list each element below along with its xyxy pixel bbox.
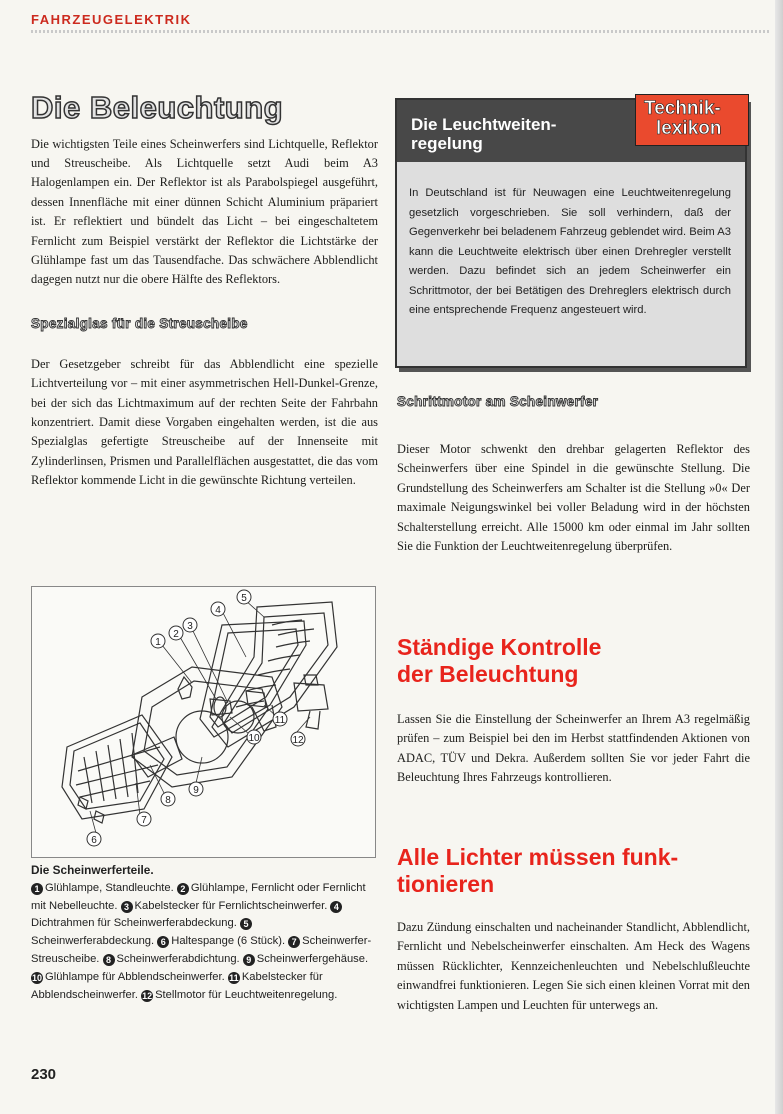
caption-item: 5Scheinwerferabdeckung. xyxy=(31,917,254,947)
heading-kontrolle: Ständige Kontrolle der Beleuchtung xyxy=(397,634,602,687)
callout-10: 10 xyxy=(248,733,260,744)
page-number: 230 xyxy=(31,1066,57,1083)
callout-11: 11 xyxy=(274,715,286,726)
section-header: FAHRZEUGELEKTRIK xyxy=(31,12,192,27)
caption-item: 8 Scheinwerferabdichtung. xyxy=(103,953,243,965)
kontrolle-paragraph: Lassen Sie die Einstellung der Scheinwerfer an Ihrem A3 regelmäßig prüfen – zum Beispiel bei den im Herbst stattfindenden Aktionen von ADAC, TÜV und Dekra. Außerdem sollten Sie vor jeder Fahrt die Beleuchtung Ihres Fahrzeugs kontrollieren. xyxy=(397,712,750,785)
box-title: Die Leuchtweiten- regelung xyxy=(411,115,557,153)
callout-2: 2 xyxy=(173,629,179,640)
caption-item: 2 Glühlampe, Fernlicht oder Fernlicht mit Nebelleuchte. xyxy=(31,881,366,912)
lichter-paragraph: Dazu Zündung einschalten und nacheinander Standlicht, Abblendlicht, Fernlicht und Nebelscheinwerfer einschalten. Am Heck des Wagens müssen Rücklichter, Kennzeichenleuchten und Nebelschlußleuchte einwandfrei funktionieren. Legen Sie sich einen kleinen Vorrat mit den wichtigsten Lampen und Leuchten für unterwegs an. xyxy=(397,920,750,1012)
figure-caption xyxy=(31,862,376,1004)
headlight-drawing xyxy=(32,587,375,857)
left-column xyxy=(31,92,378,491)
intro-paragraph: Die wichtigsten Teile eines Scheinwerfers sind Lichtquelle, Reflektor und Streuscheibe. Als Lichtquelle setzt Audi beim A3 Halogenlampen ein. Der Reflektor ist als Parabolspiegel ausgeführt, dessen Innenfläche mit einer dünnen Schicht Aluminium präpariert ist. Er reflektiert und bündelt das Licht – bei eingeschaltetem Fernlicht zum Beispiel verstärkt der Reflektor die Lichtstärke der Glühlampe fast um das Tausendfache. Das schwächere Abblendlicht dagegen nutzt nur die obere Hälfte des Reflektors. xyxy=(31,136,378,287)
headlight-exploded-diagram xyxy=(31,586,376,858)
caption-item: 9 Scheinwerfergehäuse. xyxy=(243,953,368,965)
caption-title: Die Scheinwerferteile. xyxy=(31,863,154,877)
heading-lichter: Alle Lichter müssen funk- tionieren xyxy=(397,844,679,897)
box-body: In Deutschland ist für Neuwagen eine Leuchtweitenregelung gesetzlich vorgeschrieben. Sie soll verhindern, daß der Gegenverkehr bei beladenem Fahrzeug geblendet wird. Beim A3 kann die Leuchtweite elektrisch über einen Drehregler verstellt werden. Dazu befindet sich an jedem Scheinwerfer ein Schrittmotor, der bei Betätigen des Drehreglers elektrisch durch eine entsprechende Frequenz angesteuert wird. xyxy=(409,187,731,316)
header-rule xyxy=(31,30,771,33)
callout-3: 3 xyxy=(187,621,193,632)
caption-item: 10 Glühlampe für Abblendscheinwerfer. xyxy=(31,970,225,983)
subheading-schrittmotor: Schrittmotor am Scheinwerfer xyxy=(397,394,599,409)
caption-item: 3 Kabelstecker für Fernlichtscheinwerfer. xyxy=(121,900,331,912)
page-edge xyxy=(775,0,783,1114)
page-title: Die Beleuchtung xyxy=(31,90,284,125)
technik-lexikon-box xyxy=(395,98,747,368)
callout-8: 8 xyxy=(165,795,171,806)
callout-1: 1 xyxy=(155,637,161,648)
caption-item: 1 Glühlampe, Standleuchte. xyxy=(31,882,177,894)
streuscheibe-paragraph: Der Gesetzgeber schreibt für das Abblendlicht eine spezielle Lichtverteilung vor – mit einer asymmetrischen Hell-Dunkel-Grenze, bei der sich das Lichtmaximum auf der rechten Seite der Fahrbahn konzentriert. Damit diese Vorgaben eingehalten werden, ist die aus Spezialglas gefertigte Streuscheibe auf der Innenseite mit Zylinderlinsen, Prismen und Parallelflächen ausgestattet, die das vom Reflektor kommende Licht in die gewünschte Richtung verteilen. xyxy=(31,356,378,488)
callout-5: 5 xyxy=(241,593,247,604)
caption-item: 7 Scheinwerfer-Streuscheibe. xyxy=(31,935,372,965)
caption-item: 6 Haltespange (6 Stück). xyxy=(157,935,288,947)
technik-lexikon-badge: Technik- lexikon xyxy=(635,94,749,146)
caption-item: 4Dichtrahmen für Scheinwerferabdeckung. xyxy=(31,900,344,930)
callout-12: 12 xyxy=(292,735,304,746)
callout-4: 4 xyxy=(215,605,221,616)
callout-7: 7 xyxy=(141,815,147,826)
callout-6: 6 xyxy=(91,835,97,846)
callout-9: 9 xyxy=(193,785,199,796)
caption-item: 12 Stellmotor für Leuchtweitenregelung. xyxy=(142,988,338,1001)
schrittmotor-paragraph: Dieser Motor schwenkt den drehbar gelagerten Reflektor des Scheinwerfers über eine Spindel in die gewünschte Stellung. Die Grundstellung des Scheinwerfers am Schalter ist die Stellung »0« Der maximale Neigungswinkel bei voller Beladung wird in der höchsten Schalterstellung erreicht. Alle 15000 km oder einmal im Jahr sollten Sie die Funktion der Leuchtweitenregelung überprüfen. xyxy=(397,442,750,554)
subheading-streuscheibe: Spezialglas für die Streuscheibe xyxy=(31,315,248,331)
caption-item: 11 Kabelstecker für Abblendscheinwerfer. xyxy=(31,970,323,1001)
headlight-housing xyxy=(132,667,282,787)
